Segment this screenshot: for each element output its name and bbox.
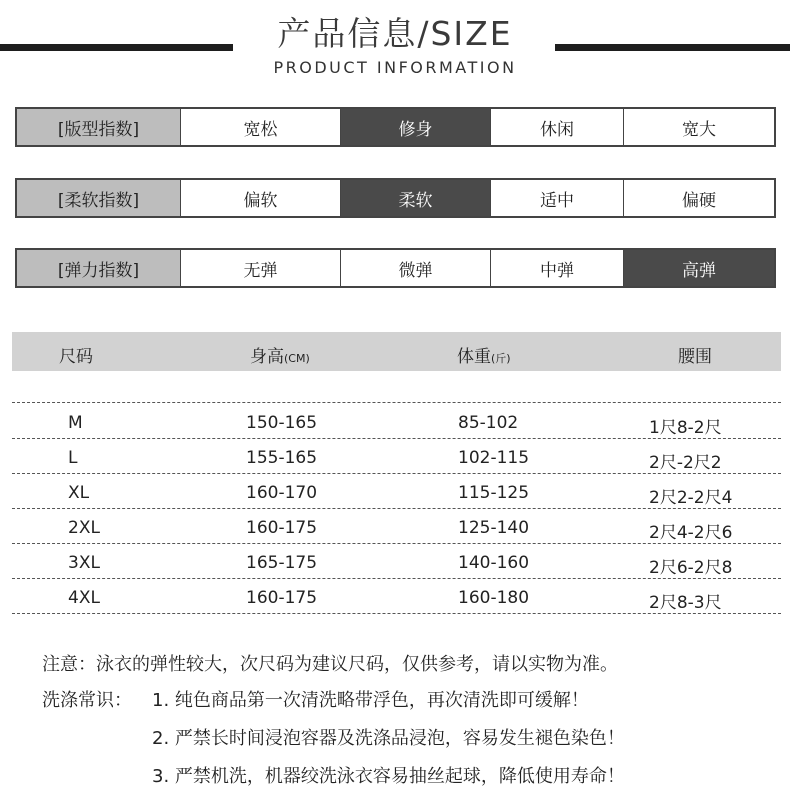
- cell-waist: 2尺4-2尺6: [649, 523, 733, 543]
- index-option: 宽松: [181, 109, 341, 145]
- index-option: 休闲: [491, 109, 624, 145]
- header-rule-right: [555, 44, 790, 51]
- cell-weight: 85-102: [458, 413, 519, 433]
- index-option: 微弹: [341, 250, 491, 286]
- cell-size: XL: [68, 483, 90, 503]
- index-option: 中弹: [491, 250, 624, 286]
- table-row: [0, 581, 790, 615]
- column-header-weight: 体重(斤): [457, 347, 511, 367]
- cell-height: 160-175: [246, 518, 318, 538]
- index-option: 宽大: [682, 119, 716, 140]
- softness-index-table: [15, 178, 776, 218]
- cell-weight: 160-180: [458, 588, 530, 608]
- table-row: [0, 511, 790, 545]
- index-option: 修身: [341, 109, 491, 145]
- cell-waist: 1尺8-2尺: [649, 418, 722, 438]
- column-header-waist: 腰围: [678, 347, 712, 367]
- cell-size: M: [68, 413, 83, 433]
- cell-size: L: [68, 448, 78, 468]
- cell-height: 165-175: [246, 553, 318, 573]
- table-row: [0, 476, 790, 510]
- index-option: 适中: [491, 180, 624, 216]
- note-text: 注意：泳衣的弹性较大，次尺码为建议尺码，仅供参考，请以实物为准。: [42, 654, 618, 675]
- cell-size: 3XL: [68, 553, 100, 573]
- fit-index-table: [15, 107, 776, 147]
- wash-title: 洗涤常识：: [42, 690, 132, 711]
- wash-item: 3. 严禁机洗，机器绞洗泳衣容易抽丝起球，降低使用寿命！: [152, 766, 625, 787]
- index-option: 偏软: [181, 180, 341, 216]
- cell-size: 4XL: [68, 588, 100, 608]
- cell-waist: 2尺6-2尺8: [649, 558, 733, 578]
- table-row: [0, 546, 790, 580]
- index-option: 高弹: [624, 250, 774, 286]
- cell-height: 150-165: [246, 413, 318, 433]
- cell-weight: 102-115: [458, 448, 530, 468]
- cell-waist: 2尺-2尺2: [649, 453, 722, 473]
- elasticity-index-table: [15, 248, 776, 288]
- wash-item: 2. 严禁长时间浸泡容器及洗涤品浸泡，容易发生褪色染色！: [152, 728, 625, 749]
- wash-item: 1. 纯色商品第一次清洗略带浮色，再次清洗即可缓解！: [152, 690, 589, 711]
- index-option: 偏硬: [682, 190, 716, 211]
- cell-size: 2XL: [68, 518, 100, 538]
- cell-waist: 2尺2-2尺4: [649, 488, 733, 508]
- index-label: [柔软指数]: [17, 180, 181, 216]
- cell-height: 160-175: [246, 588, 318, 608]
- index-label: [版型指数]: [17, 109, 181, 145]
- index-label: [弹力指数]: [17, 250, 181, 286]
- cell-height: 160-170: [246, 483, 318, 503]
- page-title: 产品信息/SIZE: [277, 14, 513, 53]
- column-header-height: 身高(CM): [250, 347, 310, 367]
- cell-height: 155-165: [246, 448, 318, 468]
- index-option: 柔软: [341, 180, 491, 216]
- cell-weight: 125-140: [458, 518, 530, 538]
- page-subtitle: PRODUCT INFORMATION: [273, 58, 517, 77]
- size-table-header: [12, 332, 781, 371]
- column-header-size: 尺码: [59, 347, 93, 367]
- cell-weight: 140-160: [458, 553, 530, 573]
- index-option: 无弹: [181, 250, 341, 286]
- cell-weight: 115-125: [458, 483, 530, 503]
- cell-waist: 2尺8-3尺: [649, 593, 722, 613]
- table-row: [0, 441, 790, 475]
- row-divider: [12, 402, 781, 403]
- table-row: [0, 406, 790, 440]
- header-rule-left: [0, 44, 233, 51]
